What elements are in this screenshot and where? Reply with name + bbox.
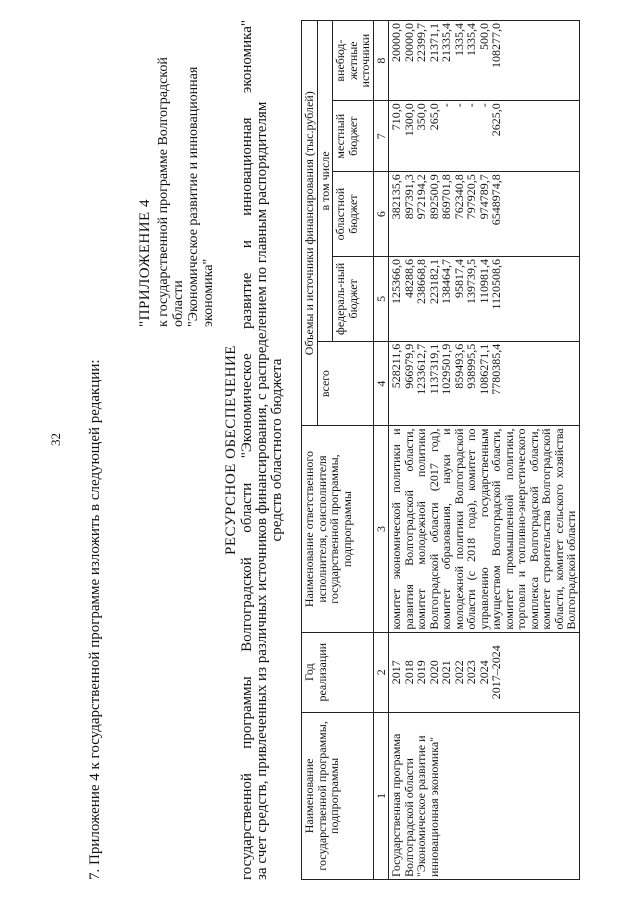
col-number: 3: [373, 426, 389, 632]
total-value: 1233612,7: [414, 343, 428, 395]
regional-value: 6548974,8: [489, 174, 503, 226]
local-value: 2625,0: [489, 103, 503, 137]
header-program: Наименование государственной программы, подпрограммы: [302, 712, 374, 879]
appendix-header: [138, 17, 216, 327]
local-value: -: [451, 103, 466, 108]
header-year: Год реализации: [302, 632, 374, 712]
rotated-page-content: [75, 20, 630, 880]
col-number: 8: [373, 21, 389, 101]
regional-value: 897391,3: [401, 174, 416, 220]
total-value: 1137319,1: [426, 343, 441, 395]
header-total: всего: [317, 341, 373, 426]
title-line-2: государственной программы Волгоградской области "Экономическое развитие и инновационная экономика": [239, 20, 255, 880]
years-value: 2017: [389, 660, 403, 685]
total-value: 859493,6: [451, 343, 466, 389]
title-line-1: РЕСУРСНОЕ ОБЕСПЕЧЕНИЕ: [223, 345, 239, 555]
offbudget-value: 500,0: [476, 23, 491, 50]
regional-value: 762340,8: [451, 174, 466, 220]
years-value: 2018: [401, 660, 416, 685]
offbudget-value: 1335,4: [464, 23, 478, 56]
regional-value: 382135,6: [389, 174, 403, 220]
document-title: [224, 20, 285, 880]
total-value: 966979,9: [401, 343, 416, 389]
federal-value: 48288,6: [401, 258, 416, 298]
appendix-line-1: к государственной программе Волгоградской области: [156, 57, 186, 327]
header-volumes: Объемы и источники финансирования (тыс.рублей): [302, 21, 318, 426]
years-value: 2020: [426, 660, 441, 685]
offbudget-value: 20000,0: [389, 23, 403, 62]
years-value: 2019: [414, 660, 428, 685]
regional-value: 797920,5: [464, 174, 478, 220]
offbudget-cell: [389, 21, 580, 101]
federal-value: 125366,0: [389, 258, 403, 304]
years-value: 2017–2024: [489, 645, 503, 700]
total-value: 938995,5: [464, 343, 478, 389]
offbudget-value: 1335,4: [451, 23, 466, 56]
offbudget-value: 20000,0: [401, 23, 416, 62]
offbudget-value: 21371,1: [426, 23, 441, 62]
regional-value: 974789,7: [476, 174, 491, 220]
years-value: 2022: [451, 660, 466, 685]
years-value: 2024: [476, 660, 491, 685]
total-value: 1086271,1: [476, 343, 491, 395]
years-value: 2021: [439, 660, 453, 685]
col-number: 1: [373, 712, 389, 879]
executor-cell: комитет экономической политики и развития Волгоградской области, комитет молодежной политики Волгоградской области (2017 год), комитет образования, науки и молодежной политики Волгоградской области (с 2018 года), комитет по управлению государственным имуществом Волгоградской области, комитет промышленной политики, торговли и топливно-энергетического комплекса Волгоградской области, комитет строительства Волгоградской области, комитет сельского хозяйства Волгоградской области: [389, 426, 580, 632]
col-number: 6: [373, 172, 389, 257]
years-cell: [389, 632, 580, 712]
local-value: -: [464, 103, 478, 108]
title-line-4: средств областного бюджета: [269, 358, 285, 542]
local-value: -: [439, 103, 453, 108]
appendix-line-2: "Экономическое развитие и инновационная экономика": [186, 66, 216, 327]
offbudget-value: 22399,7: [414, 23, 428, 62]
local-value: 350,0: [414, 103, 428, 131]
regional-value: 869701,8: [439, 174, 453, 220]
federal-value: 138464,7: [439, 258, 453, 304]
page-number: 32: [48, 433, 63, 446]
regional-cell: [389, 172, 580, 257]
federal-value: 110981,4: [476, 258, 491, 304]
federal-value: 238668,8: [414, 258, 428, 304]
local-value: -: [476, 103, 491, 108]
header-federal: федераль-ный бюджет: [333, 256, 374, 341]
local-value: 265,0: [426, 103, 441, 131]
total-cell: [389, 341, 580, 426]
regional-value: 892500,9: [426, 174, 441, 220]
header-offbudget: внебюд-жетные источники: [333, 21, 374, 101]
amendment-intro: 7. Приложение 4 к государственной программе изложить в следующей редакции:: [87, 359, 103, 880]
total-value: 528211,6: [389, 343, 403, 389]
header-regional: областной бюджет: [333, 172, 374, 257]
total-value: 1029501,9: [439, 343, 453, 395]
local-value: 1300,0: [401, 103, 416, 137]
header-incl: в том числе: [317, 21, 333, 342]
offbudget-value: 108277,0: [489, 23, 503, 68]
local-cell: [389, 101, 580, 172]
federal-value: 223182,1: [426, 258, 441, 304]
appendix-title: "ПРИЛОЖЕНИЕ 4: [137, 199, 153, 327]
col-number: 5: [373, 256, 389, 341]
years-value: 2023: [464, 660, 478, 685]
regional-value: 972194,2: [414, 174, 428, 220]
title-line-3: за счет средств, привлеченных из различных источников финансирования, с распределением по главным распорядителям: [254, 101, 270, 880]
col-number: 2: [373, 632, 389, 712]
resource-table: [301, 20, 580, 880]
col-number: 4: [373, 341, 389, 426]
header-local: местный бюджет: [333, 101, 374, 172]
total-value: 7780385,4: [489, 343, 503, 395]
header-executor: Наименование ответственного исполнителя, соисполнителя государственной программы, подпрограммы: [302, 426, 374, 632]
local-value: 710,0: [389, 103, 403, 131]
col-number: 7: [373, 101, 389, 172]
federal-value: 139739,5: [464, 258, 478, 304]
federal-value: 95817,4: [451, 258, 466, 298]
table-row: [389, 21, 580, 880]
federal-value: 1120508,6: [489, 258, 503, 310]
federal-cell: [389, 256, 580, 341]
program-name-cell: Государственная программа Волгоградской области "Экономическое развитие и инновационная экономика": [389, 712, 580, 879]
offbudget-value: 21335,4: [439, 23, 453, 62]
